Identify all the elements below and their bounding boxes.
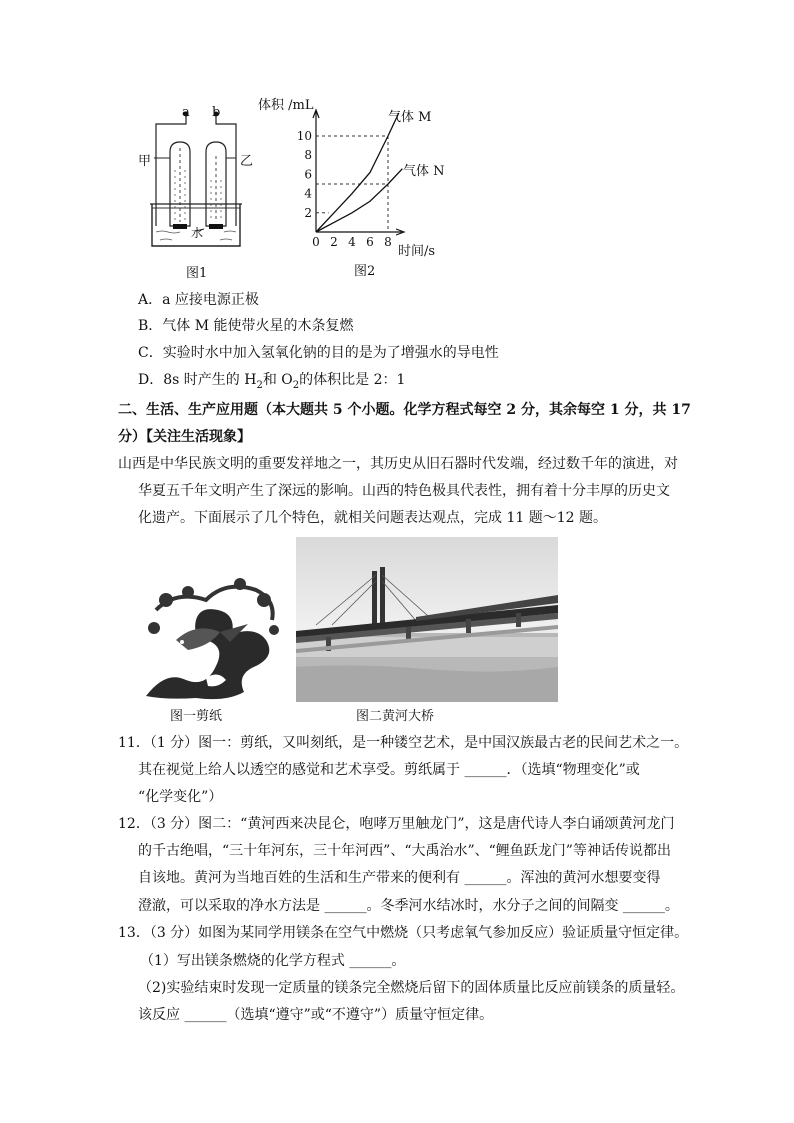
q12-line4: 澄澈，可以采取的净水方法是 ______。冬季河水结冰时，水分子之间的间隔变 ______。 [138,898,679,914]
q13-line3: （2)实验结束时发现一定质量的镁条完全燃烧后留下的固体质量比反应前镁条的质量轻。 [138,980,685,996]
x-tick-label: 0 [312,235,320,249]
option-d-mid: 和 O [262,372,293,388]
label-jia: 甲 [138,154,152,169]
y-tick-label: 2 [304,205,312,220]
series-label-n: 气体 N [403,164,445,179]
chart-dashed-guides [316,136,388,232]
x-tick-label: 6 [366,235,374,249]
section2-heading-line2: 分）【关注生活现象】 [118,429,251,445]
x-tick-label: 8 [384,235,392,249]
y-tick-label: 6 [304,167,312,182]
bridge-image [296,537,558,702]
q13-line2: （1）写出镁条燃烧的化学方程式 ______。 [140,953,406,969]
q13-line4: 该反应 ______（选填“遵守”或“不遵守”）质量守恒定律。 [138,1007,494,1023]
option-d-prefix: D．8s 时产生的 H [138,372,257,388]
option-d-sub1: 2 [256,379,263,391]
papercut-image [136,570,282,702]
intro-line2: 华夏五千年文明产生了深远的影响。山西的特色极具代表性，拥有着十分丰厚的历史文 [138,483,670,499]
series-label-m: 气体 M [388,110,432,125]
option-b: B．气体 M 能使带火星的木条复燃 [138,318,354,334]
chart-xlabel: 时间/s [398,244,436,259]
figure2-caption: 图2 [354,264,376,279]
option-d [138,370,405,396]
series-n-extension [388,169,402,184]
label-a: a [182,105,190,120]
chart-series [316,113,402,232]
q12-line1: 12．（3 分）图二：“黄河西来决昆仑，咆哮万里触龙门”，这是唐代诗人李白诵颂黄河龙门 [118,816,675,832]
q11-line1: 11．（1 分）图一：剪纸，又叫刻纸，是一种镂空艺术，是中国汉族最古老的民间艺术之一。 [118,735,689,751]
intro-line1: 山西是中华民族文明的重要发祥地之一，其历史从旧石器时代发端，经过数千年的演进，对 [118,456,678,472]
y-tick-label: 4 [304,186,312,201]
q11-line3: “化学变化”） [138,789,223,805]
label-b: b [212,105,221,120]
q12-line2: 的千古绝唱，“三十年河东，三十年河西”、“大禹治水”、“鲤鱼跃龙门”等神话传说都出 [138,843,671,859]
option-c: C．实验时水中加入氢氧化钠的目的是为了增强水的导电性 [138,345,499,361]
option-a: A．a 应接电源正极 [138,292,259,308]
option-d-post: 的体积比是 2：1 [299,372,406,388]
x-tick-label: 2 [330,235,338,249]
y-tick-label: 10 [296,129,312,143]
figure1-caption: 图1 [186,266,208,281]
option-d-sub2: 2 [292,379,300,391]
label-water: 水 [191,226,204,240]
label-yi: 乙 [240,154,254,169]
x-tick-label: 4 [348,235,356,249]
y-tick-label: 8 [304,148,312,163]
section2-heading-line1: 二、生活、生产应用题（本大题共 5 个小题。化学方程式每空 2 分，其余每空 1 分，共 17 [118,402,691,418]
chart-ylabel: 体积 /mL [258,98,314,113]
q13-line1: 13．（3 分）如图为某同学用镁条在空气中燃烧（只考虑氧气参加反应）验证质量守恒定律。 [118,925,689,941]
q11-line2: 其在视觉上给人以透空的感觉和艺术享受。剪纸属于 ______．（选填“物理变化”或 [138,762,640,778]
series-n-line [316,184,388,232]
image1-caption: 图一剪纸 [170,709,223,724]
image2-caption: 图二黄河大桥 [356,709,435,724]
q12-line3: 自该地。黄河为当地百姓的生活和生产带来的便利有 ______。浑浊的黄河水想要变得 [138,870,661,886]
intro-line3: 化遗产。下面展示了几个特色，就相关问题表达观点，完成 11 题～12 题。 [138,510,607,526]
